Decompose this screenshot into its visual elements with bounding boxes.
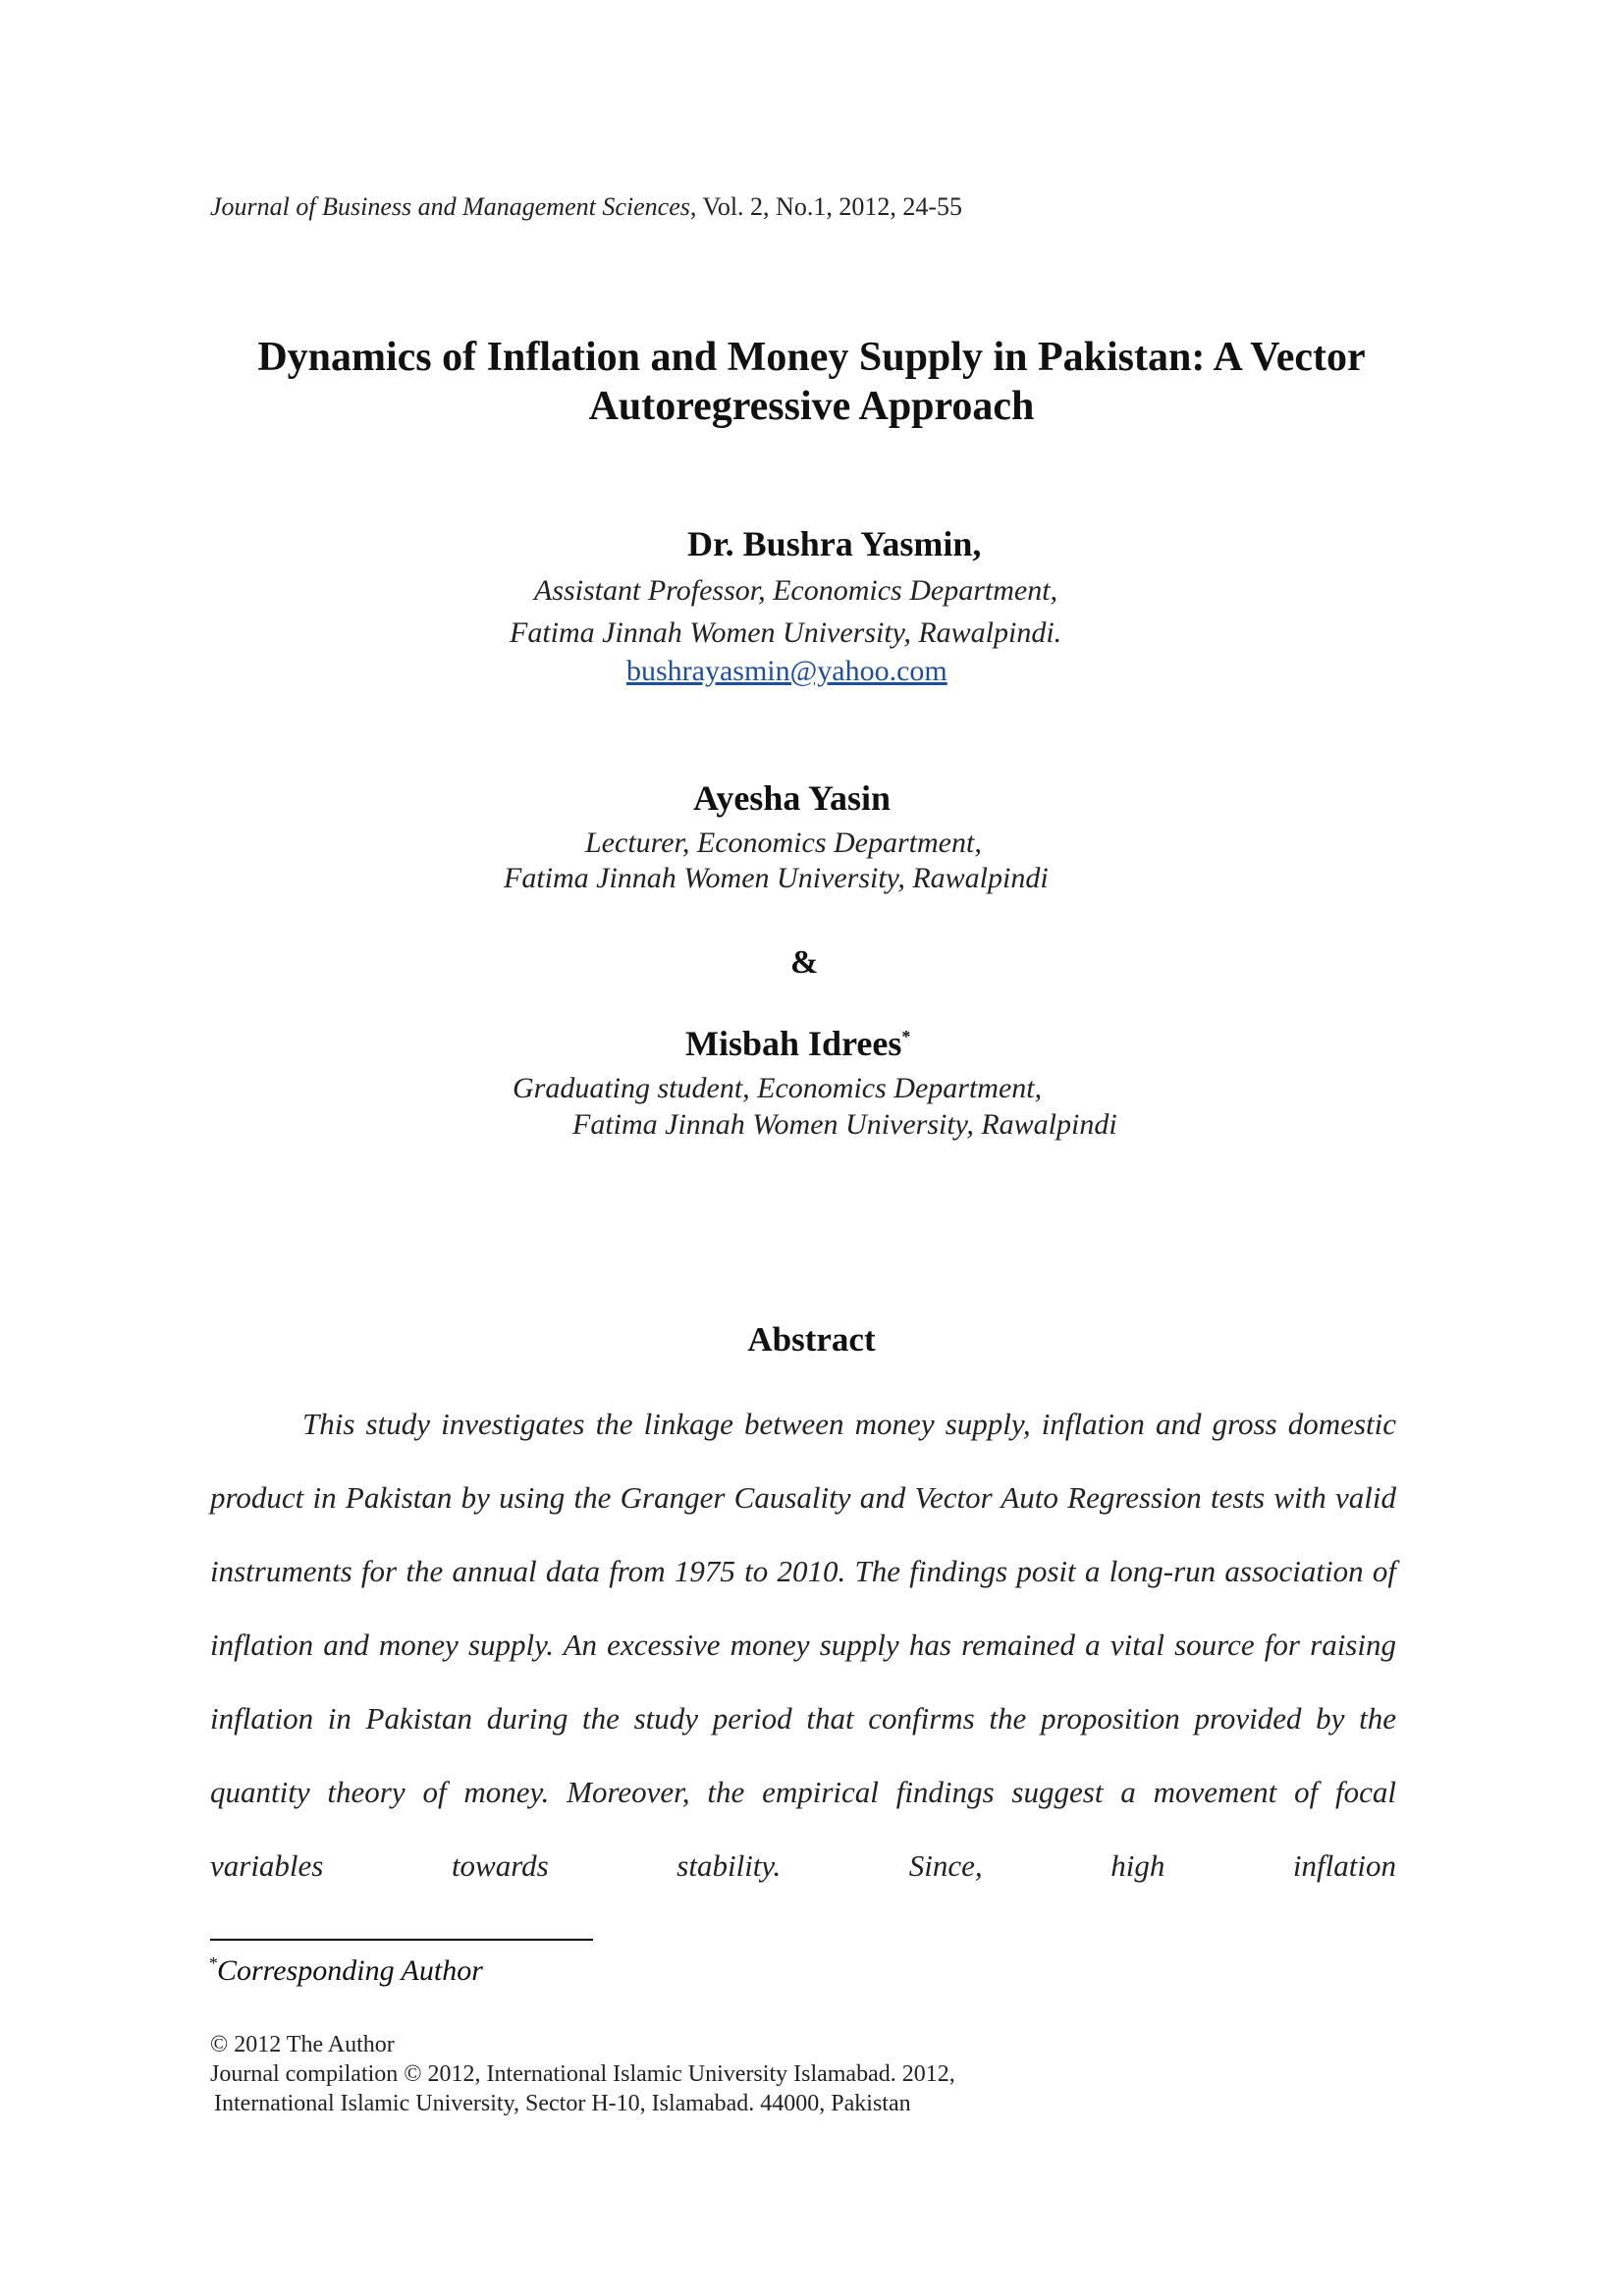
journal-citation [210, 192, 962, 222]
footnote-corresponding-author [208, 1953, 483, 1988]
author-2-affiliation-line-2: Fatima Jinnah Women University, Rawalpindi [504, 862, 1049, 894]
journal-volume-pages: , Vol. 2, No.1, 2012, 24-55 [689, 192, 962, 221]
author-1-name: Dr. Bushra Yasmin, [687, 524, 982, 563]
abstract-body [210, 1387, 1396, 1902]
author-3-name [685, 1023, 910, 1064]
author-3-footnote-marker: * [901, 1027, 911, 1046]
author-2-affiliation-line-1: Lecturer, Economics Department, [585, 827, 982, 859]
abstract-heading: Abstract [747, 1320, 876, 1359]
footnote-marker: * [208, 1953, 217, 1973]
author-3-affiliation-line-1: Graduating student, Economics Department, [513, 1072, 1043, 1104]
author-1-affiliation-line-1: Assistant Professor, Economics Department, [534, 574, 1058, 607]
author-3-name-text: Misbah Idrees [685, 1024, 902, 1063]
copyright-line-2: Journal compilation © 2012, International Islamic University Islamabad. 2012, [210, 2061, 955, 2087]
copyright-line-3: International Islamic University, Sector H-10, Islamabad. 44000, Pakistan [214, 2091, 911, 2116]
copyright-line-1: © 2012 The Author [210, 2032, 395, 2057]
journal-name: Journal of Business and Management Sciences [210, 192, 690, 221]
abstract-text: This study investigates the linkage between money supply, inflation and gross domestic product in Pakistan by using the Granger Causality and Vector Auto Regression tests with valid instruments for the annual data from 1975 to 2010. The findings posit a long-run association of inflation and money supply. An excessive money supply has remained a vital source for raising inflation in Pakistan during the study period that confirms the proposition provided by the quantity theory of money. Moreover, the empirical findings suggest a movement of focal variables towards stability. Since, high inflation [210, 1407, 1396, 1883]
author-1-affiliation-line-2: Fatima Jinnah Women University, Rawalpindi. [510, 616, 1062, 649]
footnote-text: Corresponding Author [217, 1954, 483, 1987]
footnote-separator [210, 1939, 593, 1941]
author-3-affiliation-line-2: Fatima Jinnah Women University, Rawalpindi [572, 1108, 1117, 1141]
paper-title-line-1: Dynamics of Inflation and Money Supply in Pakistan: A Vector [257, 335, 1366, 380]
author-2-name: Ayesha Yasin [693, 778, 892, 818]
author-ampersand: & [790, 944, 819, 981]
author-1-email-link[interactable]: bushrayasmin@yahoo.com [626, 655, 947, 687]
paper-title-line-2: Autoregressive Approach [588, 384, 1035, 429]
